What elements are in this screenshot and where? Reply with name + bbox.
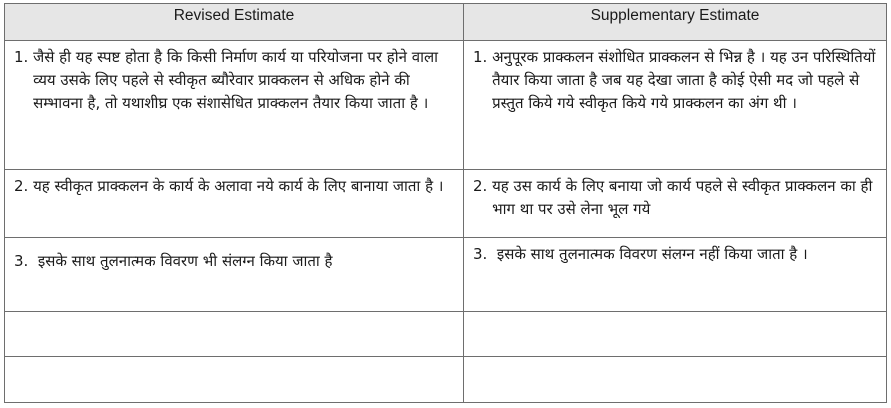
item-number: 1. [14,48,34,66]
empty-cell [464,357,887,403]
item-number: 1. [473,48,493,66]
supplementary-cell-3 [464,238,887,312]
revised-cell-1 [5,41,464,170]
item-text: अनुपूरक प्राक्कलन संशोधित प्राक्कलन से भिन्न है । यह उन परिस्थितियों तैयार किया जाता है जब यह देखा जाता है कोई ऐसी मद जो पहले से प्रस्तुत किये गये स्वीकृत किये गये प्राक्कलन का अंग थी । [492,48,876,112]
comparison-table [4,3,887,403]
header-revised-estimate: Revised Estimate [5,4,464,41]
item-number: 3. [14,252,38,271]
revised-cell-3 [5,238,464,312]
empty-cell [464,311,887,357]
table-row-empty [5,357,887,403]
item-text: यह स्वीकृत प्राक्कलन के कार्य के अलावा नये कार्य के लिए बानाया जाता है । [33,177,444,196]
supplementary-cell-1 [464,41,887,170]
item-text: इसके साथ तुलनात्मक विवरण भी संलग्न किया जाता है [37,252,333,271]
table-row [5,170,887,238]
table-row [5,238,887,312]
item-text: यह उस कार्य के लिए बनाया जो कार्य पहले से स्वीकृत प्राक्कलन का ही भाग था पर उसे लेना भूल गये [492,177,873,219]
revised-cell-2 [5,170,464,238]
supplementary-cell-2 [464,170,887,238]
empty-cell [5,311,464,357]
table-row-empty [5,311,887,357]
item-number: 3. [473,245,497,264]
item-text: जैसे ही यह स्पष्ट होता है कि किसी निर्माण कार्य या परियोजना पर होने वाला व्यय उसके लिए पहले से स्वीकृत ब्यौरेवार प्राक्कलन से अधिक होने की सम्भावना है, तो यथाशीघ्र एक संशासेधित प्राक्कलन तैयार किया जाता है । [33,48,439,112]
header-row [5,4,887,41]
header-supplementary-estimate: Supplementary Estimate [464,4,887,41]
item-number: 2. [14,177,34,196]
empty-cell [5,357,464,403]
table-row [5,41,887,170]
item-number: 2. [473,177,493,196]
item-text: इसके साथ तुलनात्मक विवरण संलग्न नहीं किया जाता है । [496,245,808,264]
